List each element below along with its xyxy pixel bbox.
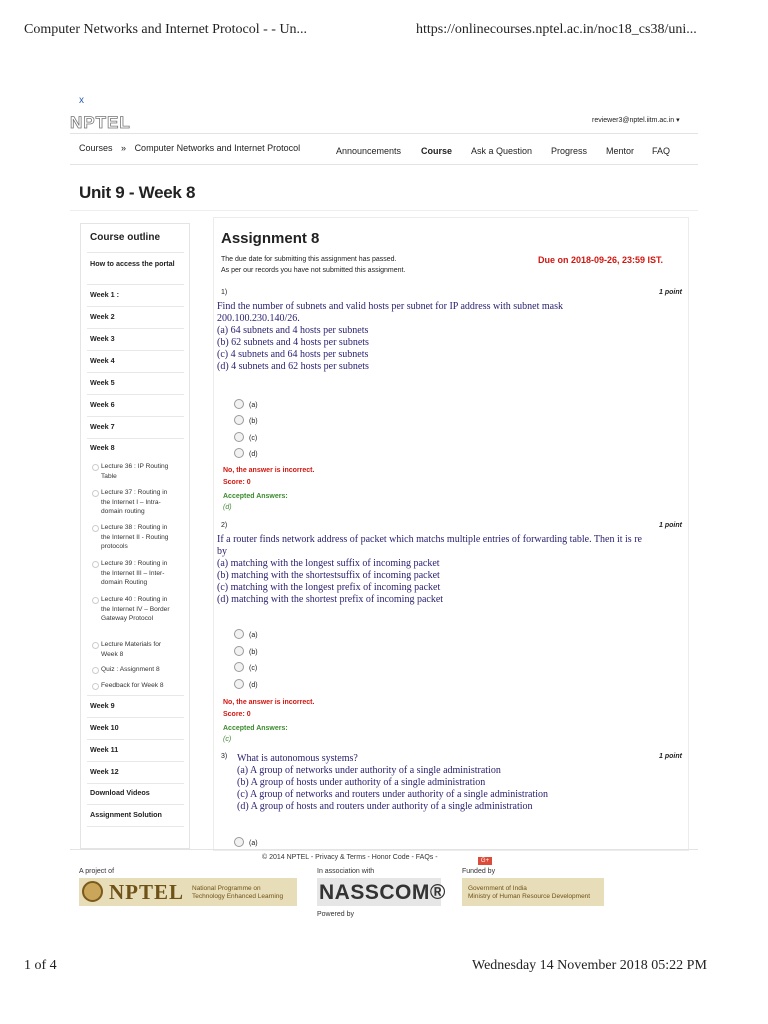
caret-down-icon: ▾: [676, 117, 680, 124]
sidebar-subitem-lecture-36[interactable]: Lecture 36 : IP Routing Table: [92, 462, 177, 481]
sidebar-item-week-12[interactable]: Week 12: [90, 767, 119, 776]
nasscom-logo[interactable]: NASSCOM®: [317, 878, 441, 906]
q1-accepted-label: Accepted Answers:: [223, 493, 288, 500]
sidebar-divider: [87, 394, 184, 395]
sidebar-subitem-lecture-materials[interactable]: Lecture Materials for Week 8: [92, 640, 177, 659]
sidebar-divider: [87, 717, 184, 718]
sidebar-item-week-3[interactable]: Week 3: [90, 334, 115, 343]
radio-icon[interactable]: [234, 837, 244, 847]
question-line: (c) A group of networks and routers under authority of a single administration: [237, 789, 549, 800]
sidebar-divider: [87, 372, 184, 373]
q2-accepted-label: Accepted Answers:: [223, 725, 288, 732]
question-line: (c) 4 subnets and 64 hosts per subnets: [217, 349, 369, 360]
q2-score: Score: 0: [223, 711, 251, 718]
sidebar-subitem-lecture-37[interactable]: Lecture 37 : Routing in the Internet I – Intra-domain routing: [92, 488, 177, 517]
question-1-text: [217, 301, 563, 373]
funded-by-label: Funded by: [462, 868, 496, 875]
nptel-logo[interactable]: NPTEL: [70, 113, 131, 132]
print-page-number: 1 of 4: [24, 958, 57, 973]
tab-ask-question[interactable]: Ask a Question: [471, 146, 533, 156]
tab-progress[interactable]: Progress: [551, 146, 588, 156]
sidebar-item-week-1[interactable]: Week 1 :: [90, 290, 120, 299]
assignment-panel: Assignment 8 The due date for submitting this assignment has passed. As per our records you have not submitted this assignment. Due on 2018-09-26, 23:59 IST. 1) 1 point Find the number of subnets and valid hosts per subnet for IP address with subnet mask 200.100.230.140/26. (a) 64 subnets and 4 hosts per subnets (b) 62 subnets and 4 hosts per subnets (c) 4 subnets and 64 hosts per subnets (d) 4 subnets and 62 hosts per subnets (a) (b) (c) (d) No, the answer is incorrect. Score: 0 Accepted Answers: (d) 2) 1 point If a router finds network address of packet which matchs multiple entries of forwarding table. Then it is re by (a) matching with the longest suffix of incoming packet (b) matching with the shortestsuffix of incoming packet (c) matching with the longest prefix of incoming packet (d) matching with the shortest prefix of incoming packet (a) (b) (c) (d) No, the answer is incorrect. Score: 0 Accepted Answers: (c) 3) 1 point What is autonomous systems? (a) A group of networks under authority of a single administration (b) A group of hosts under authority of a single administration (c) A group of networks and routers under authority of a single administration (d) A group of hosts and routers under authority of a single administration (a): [213, 217, 689, 851]
question-number: 1): [221, 289, 228, 296]
breadcrumb: [79, 143, 306, 153]
question-2-text: [217, 534, 642, 606]
close-link[interactable]: x: [79, 95, 84, 106]
question-points: 1 point: [659, 289, 682, 296]
nav-divider: [70, 164, 698, 165]
question-number: 2): [221, 522, 228, 529]
q1-score: Score: 0: [223, 479, 251, 486]
tab-mentor[interactable]: Mentor: [606, 146, 635, 156]
question-line: 200.100.230.140/26.: [217, 313, 300, 324]
question-line: (a) 64 subnets and 4 hosts per subnets: [217, 325, 369, 336]
google-plus-icon[interactable]: G+: [478, 857, 492, 865]
sidebar-divider: [87, 328, 184, 329]
sidebar-subitem-feedback[interactable]: Feedback for Week 8: [92, 681, 177, 691]
question-line: (b) 62 subnets and 4 hosts per subnets: [217, 337, 369, 348]
sidebar-item-week-8[interactable]: Week 8: [90, 443, 115, 452]
sidebar-subitem-lecture-38[interactable]: Lecture 38 : Routing in the Internet II - Routing protocols: [92, 523, 177, 552]
sidebar-divider: [87, 826, 184, 827]
radio-icon[interactable]: [234, 662, 244, 672]
nptel-footer-logo[interactable]: NPTEL National Programme on Technology Enhanced Learning: [79, 878, 297, 906]
powered-by-label: Powered by: [317, 911, 354, 918]
sidebar-item-download-videos[interactable]: Download Videos: [90, 788, 150, 797]
sidebar-item-week-6[interactable]: Week 6: [90, 400, 115, 409]
question-line: by: [217, 546, 227, 557]
radio-icon[interactable]: [234, 679, 244, 689]
q2-feedback: No, the answer is incorrect.: [223, 699, 315, 706]
radio-icon[interactable]: [234, 399, 244, 409]
page-title: Unit 9 - Week 8: [79, 183, 196, 202]
sidebar-divider: [87, 783, 184, 784]
radio-icon[interactable]: [234, 646, 244, 656]
question-line: (c) matching with the longest prefix of incoming packet: [217, 582, 441, 593]
question-3-text: [237, 753, 548, 813]
question-line: (d) A group of hosts and routers under authority of a single administration: [237, 801, 533, 812]
sidebar-divider: [87, 804, 184, 805]
question-points: 1 point: [659, 753, 682, 760]
radio-icon[interactable]: [234, 432, 244, 442]
unit-status-icon: [92, 561, 99, 568]
header-divider: [70, 133, 698, 134]
sidebar-divider: [87, 695, 184, 696]
question-line: (b) A group of hosts under authority of a single administration: [237, 777, 486, 788]
tab-faq[interactable]: FAQ: [652, 146, 671, 156]
radio-icon[interactable]: [234, 415, 244, 425]
sidebar-item-week-2[interactable]: Week 2: [90, 312, 115, 321]
unit-status-icon: [92, 683, 99, 690]
association-label: In association with: [317, 868, 375, 875]
nptel-seal-icon: [82, 881, 103, 902]
user-email: reviewer3@nptel.iitm.ac.in: [592, 117, 675, 124]
unit-status-icon: [92, 597, 99, 604]
radio-icon[interactable]: [234, 448, 244, 458]
nptel-tagline: National Programme on Technology Enhanced Learning: [192, 885, 284, 900]
assignment-title: Assignment 8: [221, 230, 320, 247]
sidebar-item-week-7[interactable]: Week 7: [90, 422, 115, 431]
question-line: If a router finds network address of packet which matchs multiple entries of forwarding table. Then it is re: [217, 534, 642, 545]
not-submitted-note: As per our records you have not submitted this assignment.: [221, 267, 406, 274]
sidebar-subitem-quiz-assignment-8[interactable]: Quiz : Assignment 8: [92, 665, 177, 675]
sidebar-item-assignment-solution[interactable]: Assignment Solution: [90, 810, 162, 819]
breadcrumb-courses-link[interactable]: Courses: [79, 143, 113, 153]
sidebar-title: Course outline: [90, 232, 161, 243]
sidebar-item-week-10[interactable]: Week 10: [90, 723, 119, 732]
q1-feedback: No, the answer is incorrect.: [223, 467, 315, 474]
q1-accepted-answer: (d): [223, 504, 232, 511]
unit-status-icon: [92, 642, 99, 649]
breadcrumb-separator: »: [121, 143, 127, 153]
print-header-url: https://onlinecourses.nptel.ac.in/noc18_cs38/uni...: [416, 22, 697, 37]
unit-status-icon: [92, 525, 99, 532]
tab-course[interactable]: Course: [421, 146, 453, 156]
sidebar-divider: [87, 350, 184, 351]
sidebar-divider: [87, 438, 184, 439]
question-line: (d) 4 subnets and 62 hosts per subnets: [217, 361, 369, 372]
unit-status-icon: [92, 490, 99, 497]
breadcrumb-course-link[interactable]: Computer Networks and Internet Protocol: [134, 143, 301, 153]
sidebar-subitem-lecture-40[interactable]: Lecture 40 : Routing in the Internet IV – Border Gateway Protocol: [92, 595, 177, 624]
user-menu[interactable]: [592, 116, 680, 124]
sidebar-subitem-lecture-39[interactable]: Lecture 39 : Routing in the Internet III – Inter-domain Routing: [92, 559, 177, 588]
sidebar-item-week-4[interactable]: Week 4: [90, 356, 115, 365]
question-line: (b) matching with the shortestsuffix of incoming packet: [217, 570, 440, 581]
question-line: (d) matching with the shortest prefix of incoming packet: [217, 594, 444, 605]
question-number: 3): [221, 753, 228, 760]
sidebar-item-how-to-access[interactable]: How to access the portal: [90, 259, 175, 268]
radio-icon[interactable]: [234, 629, 244, 639]
question-line: What is autonomous systems?: [237, 753, 358, 764]
unit-status-icon: [92, 464, 99, 471]
sidebar-divider: [87, 284, 184, 285]
project-of-label: A project of: [79, 868, 115, 875]
govt-tagline: Government of India Ministry of Human Resource Development: [468, 885, 591, 900]
tab-announcements[interactable]: Announcements: [336, 146, 402, 156]
print-header-title: Computer Networks and Internet Protocol - - Un...: [24, 22, 308, 37]
govt-of-india-logo[interactable]: [462, 878, 604, 906]
question-points: 1 point: [659, 522, 682, 529]
print-datetime: Wednesday 14 November 2018 05:22 PM: [472, 958, 707, 973]
sidebar-divider: [87, 252, 184, 253]
course-outline-sidebar: [80, 223, 190, 849]
sidebar-item-week-11[interactable]: Week 11: [90, 745, 119, 754]
question-line: (a) matching with the longest suffix of incoming packet: [217, 558, 440, 569]
sidebar-divider: [87, 416, 184, 417]
due-passed-note: The due date for submitting this assignment has passed.: [221, 256, 397, 263]
footer-divider: [70, 849, 698, 850]
question-line: (a) A group of networks under authority of a single administration: [237, 765, 501, 776]
unit-status-icon: [92, 667, 99, 674]
due-date: Due on 2018-09-26, 23:59 IST.: [538, 255, 664, 265]
title-divider: [70, 210, 698, 211]
question-line: Find the number of subnets and valid hosts per subnet for IP address with subnet mask: [217, 301, 563, 312]
sidebar-divider: [87, 739, 184, 740]
sidebar-item-week-9[interactable]: Week 9: [90, 701, 115, 710]
sidebar-item-week-5[interactable]: Week 5: [90, 378, 115, 387]
q2-accepted-answer: (c): [223, 736, 232, 743]
sidebar-divider: [87, 761, 184, 762]
sidebar-divider: [87, 306, 184, 307]
footer-copyright: © 2014 NPTEL - Privacy & Terms - Honor Code - FAQs -: [262, 854, 438, 861]
